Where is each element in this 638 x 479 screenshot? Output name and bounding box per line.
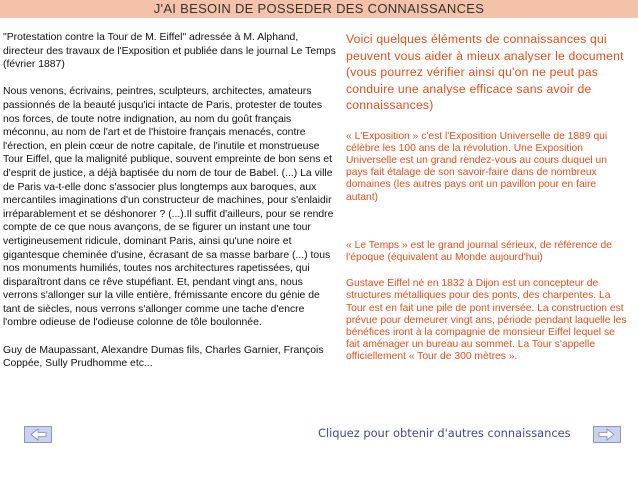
document-intro: "Protestation contre la Tour de M. Eiffel" adressée à M. Alphand, directeur des travaux de l'Exposition et publiée dans le journal Le Temps (février 1887) bbox=[3, 32, 336, 71]
document-signatories: Guy de Maupassant, Alexandre Dumas fils, Charles Garnier, François Coppée, Sully Prudhomme etc... bbox=[3, 344, 324, 370]
arrow-left-icon bbox=[25, 427, 51, 442]
knowledge-eiffel: Gustave Eiffel né en 1832 à Dijon est un concepteur de structures métalliques pour des ponts, des charpentes. La Tour est en fait une pile de pont inversée. La construction est prévue pour demeurer vingt ans, période pendant laquelle les bénéfices iront à la compagnie de monsieur Eiffel lequel se fait aménager un bureau au sommet. La Tour s'appelle officiellement « Tour de 300 mètres ». bbox=[346, 278, 627, 363]
arrow-right-icon bbox=[594, 427, 620, 442]
page-title-bar bbox=[0, 0, 638, 18]
knowledge-le-temps: « Le Temps » est le grand journal sérieux, de référence de l'époque (équivalent au Monde aujourd'hui) bbox=[346, 239, 612, 263]
page-title: J'AI BESOIN DE POSSEDER DES CONNAISSANCES bbox=[153, 1, 485, 16]
more-knowledge-link[interactable]: Cliquez pour obtenir d'autres connaissances bbox=[318, 426, 571, 440]
knowledge-panel bbox=[346, 31, 631, 364]
knowledge-intro: Voici quelques éléments de connaissances qui peuvent vous aider à mieux analyser le document (vous pourrez vérifier ainsi qu'on ne peut pas conduire une analyse efficace sans avoir de connaissances) bbox=[346, 32, 624, 112]
next-button[interactable] bbox=[593, 426, 621, 443]
document-text: Nous venons, écrivains, peintres, sculpteurs, architectes, amateurs passionnés de la beauté jusqu'ici intacte de Paris, protester de toutes nos forces, de toute notre indignation, au nom du goût français méconnu, au nom de l'art et de l'histoire français menacés, contre l'érection, en plein cœur de notre capitale, de l'inutile et monstrueuse Tour Eiffel, que la malignité publique, souvent empreinte de bon sens et d'esprit de justice, a déjà baptisée du nom de tour de Babel. (...) La ville de Paris va-t-elle donc s'associer plus longtemps aux baroques, aux mercantiles imaginations d'un constructeur de machines, pour s'enlaidir irréparablement et se déshonorer ? (...).Il suffit d'ailleurs, pour se rendre compte de ce que nous avançons, de se figurer un instant une tour vertigineusement ridicule, dominant Paris, ainsi qu'une noire et gigantesque cheminée d'usine, écrasant de sa masse barbare (...) tous nos monuments humiliés, toutes nos architectures rapetissées, qui disparaîtront dans ce rêve stupéfiant. Et, pendant vingt ans, nous verrons s'allonger sur la ville entière, frémissante encore du génie de tant de siècles, nous verrons s'allonger comme une tache d'encre l'ombre odieuse de l'odieuse colonne de tôle boulonnée. bbox=[3, 86, 334, 329]
previous-button[interactable] bbox=[24, 426, 52, 443]
source-document bbox=[3, 31, 336, 371]
knowledge-exposition: « L'Exposition » c'est l'Exposition Universelle de 1889 qui célèbre les 100 ans de la révolution. Une Exposition Universelle est un grand rendez-vous au cours duquel un pays fait étalage de son savoir-faire dans de nombreux domaines (les autres pays ont un pavillon pour en faire autant) bbox=[346, 130, 608, 203]
